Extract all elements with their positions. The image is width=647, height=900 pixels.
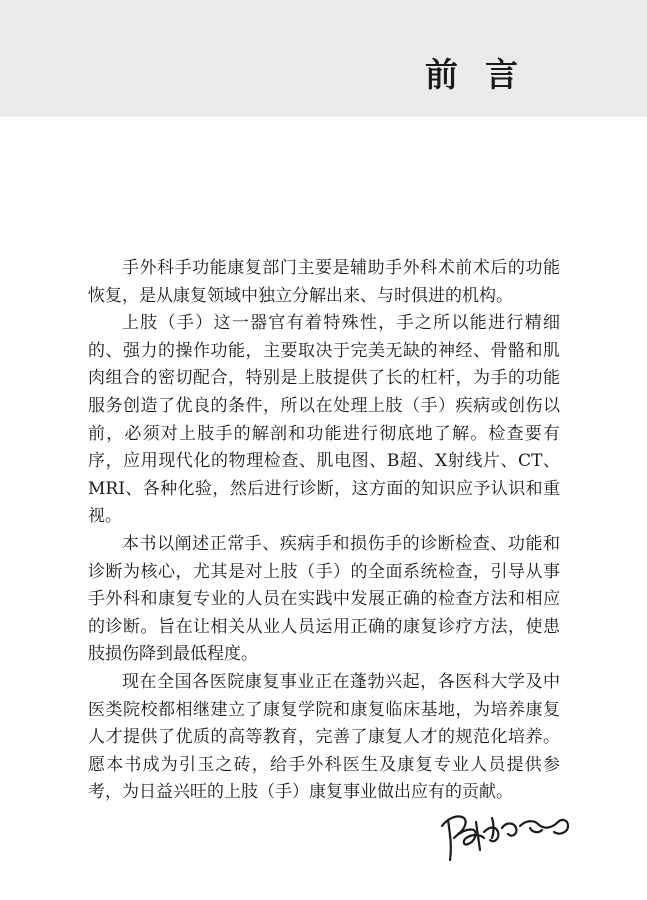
signature-scribble: [434, 804, 574, 866]
preface-paragraph-1: 手外科手功能康复部门主要是辅助手外科术前术后的功能恢复，是从康复领域中独立分解出来、与时俱进的机构。: [88, 258, 560, 306]
header-band: [0, 0, 647, 117]
page-title: 前言: [425, 55, 545, 94]
preface-paragraph-2: 上肢（手）这一器官有着特殊性，手之所以能进行精细的、强力的操作功能，主要取决于完美无缺的神经、骨骼和肌肉组合的密切配合，特别是上肢提供了长的杠杆，为手的功能服务创造了优良的条件，所以在处理上肢（手）疾病或创伤以前，必须对上肢手的解剖和功能进行彻底地了解。检查要有序，应用现代化的物理检查、肌电图、B超、X射线片、CT、MRI、各种化验，然后进行诊断，这方面的知识应予认识和重视。: [88, 313, 560, 527]
preface-body: [88, 255, 560, 807]
preface-paragraph-4: 现在全国各医院康复事业正在蓬勃兴起，各医科大学及中医类院校都相继建立了康复学院和康复临床基地，为培养康复人才提供了优质的高等教育，完善了康复人才的规范化培养。愿本书成为引玉之砖，给手外科医生及康复专业人员提供参考，为日益兴旺的上肢（手）康复事业做出应有的贡献。: [88, 671, 560, 803]
author-signature: [434, 804, 574, 866]
preface-paragraph-3: 本书以阐述正常手、疾病手和损伤手的诊断检查、功能和诊断为核心，尤其是对上肢（手）的全面系统检查，引导从事手外科和康复专业的人员在实践中发展正确的检查方法和相应的诊断。旨在让相关从业人员运用正确的康复诊疗方法，使患肢损伤降到最低程度。: [88, 533, 560, 665]
